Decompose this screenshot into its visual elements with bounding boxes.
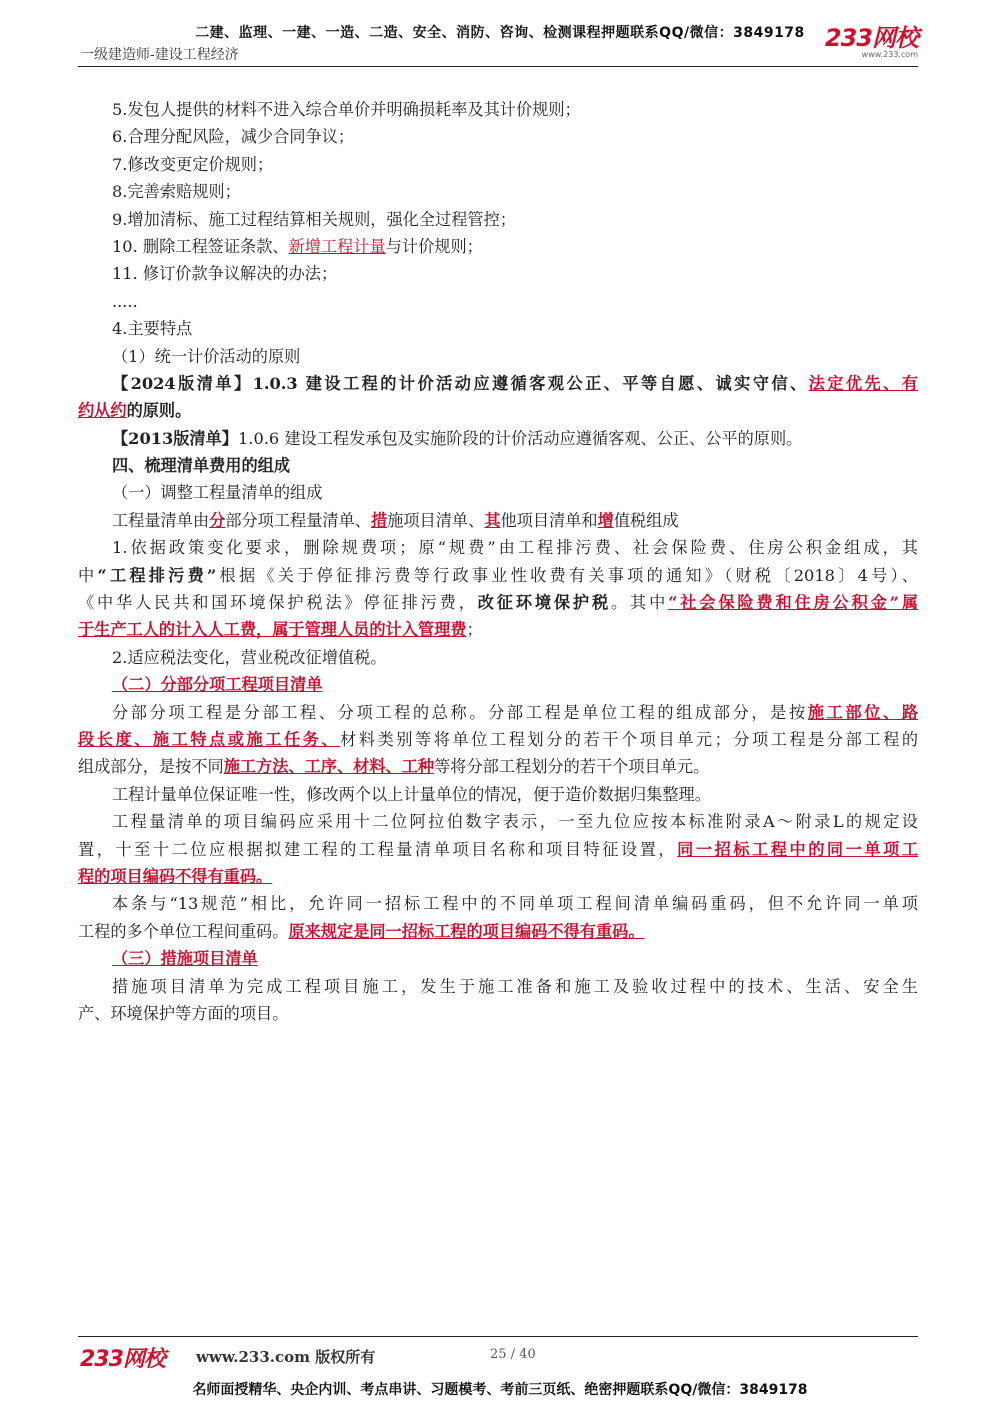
highlight: 其 bbox=[484, 510, 501, 530]
text-line: 中“工程排污费”根据《关于停征排污费等行政事业性收费有关事项的通知》（财税〔2018〕4号）、 bbox=[78, 565, 918, 585]
text-line: ..... bbox=[112, 291, 138, 311]
document-subtitle: 一级建造师-建设工程经济 bbox=[80, 47, 239, 63]
highlight: 新增工程计量 bbox=[288, 236, 386, 256]
logo bbox=[825, 26, 918, 59]
header-rule bbox=[78, 66, 918, 67]
highlight: 施工方法、工序、材料、工种 bbox=[223, 757, 435, 777]
page-number: 25 / 40 bbox=[490, 1347, 536, 1362]
text-line: 于生产工人的计入人工费，属于管理人员的计入管理费； bbox=[78, 620, 483, 640]
text-line: 1.依据政策变化要求，删除规费项；原“规费”由工程排污费、社会保险费、住房公积金组成，其 bbox=[112, 538, 918, 558]
text-line: 【2013版清单】1.0.6 建设工程发承包及实施阶段的计价活动应遵循客观、公正、公平的原则。 bbox=[112, 428, 803, 448]
highlight: 原来规定是同一招标工程的项目编码不得有重码。 bbox=[288, 921, 645, 941]
footer-logo: 233网校 bbox=[80, 1347, 165, 1372]
text-line: 工程的多个单位工程间重码。原来规定是同一招标工程的项目编码不得有重码。 bbox=[78, 921, 645, 941]
highlight: 段长度、施工特点或施工任务、 bbox=[78, 729, 341, 749]
text-line: 产、环境保护等方面的项目。 bbox=[78, 1003, 289, 1023]
text-line: 6.合理分配风险，减少合同争议； bbox=[112, 127, 355, 147]
sub-heading: （二）分部分项工程项目清单 bbox=[112, 675, 323, 695]
bottom-banner: 名师面授精华、央企内训、考点串讲、习题模考、考前三页纸、绝密押题联系QQ/微信：3849178 bbox=[192, 1382, 808, 1398]
text-line: 段长度、施工特点或施工任务、材料类别等将单位工程划分的若干个项目单元；分项工程是分部工程的 bbox=[78, 729, 918, 749]
top-banner: 二建、监理、一建、一造、二造、安全、消防、咨询、检测课程押题联系QQ/微信：3849178 bbox=[195, 25, 805, 41]
highlight: 分 bbox=[209, 510, 226, 530]
footer-rule bbox=[78, 1336, 918, 1337]
highlight: “社会保险费和住房公积金”属 bbox=[668, 593, 918, 613]
text-line: 2.适应税法变化，营业税改征增值税。 bbox=[112, 647, 387, 667]
highlight: 增 bbox=[597, 510, 614, 530]
text-line: 10. 删除工程签证条款、新增工程计量与计价规则； bbox=[112, 236, 483, 256]
text-line: 本条与“13规范”相比，允许同一招标工程中的不同单项工程间清单编码重码，但不允许同一单项 bbox=[112, 894, 918, 914]
text-line: 5.发包人提供的材料不进入综合单价并明确损耗率及其计价规则； bbox=[112, 100, 581, 119]
highlight: 程的项目编码不得有重码。 bbox=[78, 866, 273, 886]
text-line: 置，十至十二位应根据拟建工程的工程量清单项目名称和项目特征设置，同一招标工程中的同一单项工 bbox=[78, 839, 918, 859]
page-content bbox=[78, 96, 918, 1027]
text-line: 工程量清单的项目编码应采用十二位阿拉伯数字表示，一至九位应按本标准附录A～附录L的规定设 bbox=[112, 812, 918, 832]
highlight: 措 bbox=[371, 510, 388, 530]
footer-copyright: www.233.com 版权所有 bbox=[196, 1348, 376, 1366]
highlight: 法定优先、有 bbox=[808, 373, 918, 393]
sub-heading: （一）调整工程量清单的组成 bbox=[112, 483, 323, 503]
highlight: 同一招标工程中的同一单项工 bbox=[677, 839, 918, 859]
text-line: 约从约的原则。 bbox=[78, 401, 192, 421]
sub-heading: （三）措施项目清单 bbox=[112, 949, 258, 969]
text-line: 【2024版清单】1.0.3 建设工程的计价活动应遵循客观公正、平等自愿、诚实守信、法定优先、有 bbox=[112, 373, 918, 393]
logo-url: www.233.com bbox=[861, 50, 918, 59]
section-heading: 4.主要特点 bbox=[112, 319, 193, 339]
text-line: 分部分项工程是分部工程、分项工程的总称。分部工程是单位工程的组成部分，是按施工部位、路 bbox=[112, 702, 918, 722]
text-line: 11. 修订价款争议解决的办法； bbox=[112, 264, 338, 284]
text-line: 措施项目清单为完成工程项目施工，发生于施工准备和施工及验收过程中的技术、生活、安全生 bbox=[112, 976, 918, 996]
text-line: 工程量清单由分部分项工程量清单、措施项目清单、其他项目清单和增值税组成 bbox=[112, 510, 679, 530]
text-line bbox=[78, 863, 918, 890]
text-line: 8.完善索赔规则； bbox=[112, 182, 241, 202]
highlight: 于生产工人的计入人工费，属于管理人员的计入管理费 bbox=[78, 620, 467, 640]
sub-heading: （1）统一计价活动的原则 bbox=[112, 346, 301, 366]
text-line: 9.增加清标、施工过程结算相关规则，强化全过程管控； bbox=[112, 209, 516, 229]
text-line: 组成部分，是按不同施工方法、工序、材料、工种等将分部工程划分的若干个项目单元。 bbox=[78, 757, 710, 777]
highlight: 施工部位、路 bbox=[807, 702, 918, 722]
text-line: 7.修改变更定价规则； bbox=[112, 154, 274, 174]
text-line: 工程计量单位保证唯一性，修改两个以上计量单位的情况，便于造价数据归集整理。 bbox=[112, 784, 711, 804]
section-heading: 四、梳理清单费用的组成 bbox=[112, 456, 291, 476]
logo-mark: 233网校 bbox=[824, 24, 918, 52]
text-line: 《中华人民共和国环境保护税法》停征排污费，改征环境保护税。其中“社会保险费和住房公积金”属 bbox=[78, 593, 918, 613]
highlight: 约从约 bbox=[78, 401, 127, 421]
